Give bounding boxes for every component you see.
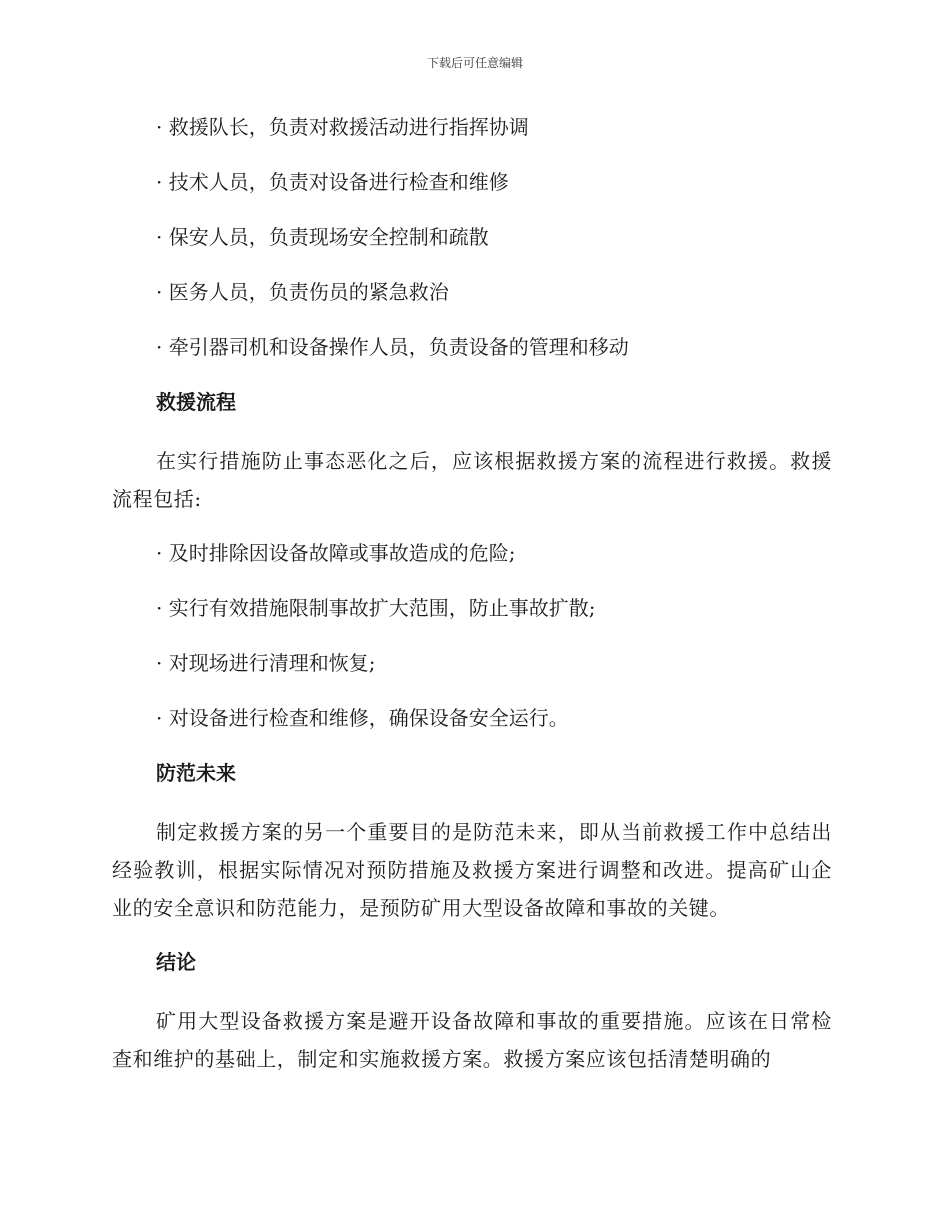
paragraph-process: 在实行措施防止事态恶化之后，应该根据救援方案的流程进行救援。救援流程包括: [112, 449, 832, 511]
list-item-medical: · 医务人员，负责伤员的紧急救治 [156, 280, 449, 304]
list-item-process-4: · 对设备进行检查和维修，确保设备安全运行。 [156, 706, 569, 730]
document-body [112, 112, 832, 1098]
list-item-rescue-leader: · 救援队长，负责对救援活动进行指挥协调 [156, 115, 529, 139]
section-heading-process: 救援流程 [156, 390, 236, 414]
section-heading-prevention: 防范未来 [156, 761, 236, 785]
page-header-note: 下载后可任意编辑 [426, 56, 523, 70]
section-heading-conclusion: 结论 [156, 950, 196, 974]
list-item-operator: · 牵引器司机和设备操作人员，负责设备的管理和移动 [156, 335, 629, 359]
list-item-process-1: · 及时排除因设备故障或事故造成的危险; [156, 541, 516, 565]
list-item-technician: · 技术人员，负责对设备进行检查和维修 [156, 170, 509, 194]
list-item-security: · 保安人员，负责现场安全控制和疏散 [156, 225, 489, 249]
paragraph-prevention: 制定救援方案的另一个重要目的是防范未来，即从当前救援工作中总结出经验教训，根据实际情况对预防措施及救援方案进行调整和改进。提高矿山企业的安全意识和防范能力，是预防矿用大型设备故障和事故的关键。 [112, 820, 832, 920]
list-item-process-3: · 对现场进行清理和恢复; [156, 651, 376, 675]
list-item-process-2: · 实行有效措施限制事故扩大范围，防止事故扩散; [156, 596, 596, 620]
paragraph-conclusion: 矿用大型设备救援方案是避开设备故障和事故的重要措施。应该在日常检查和维护的基础上，制定和实施救援方案。救援方案应该包括清楚明确的 [112, 1009, 832, 1071]
